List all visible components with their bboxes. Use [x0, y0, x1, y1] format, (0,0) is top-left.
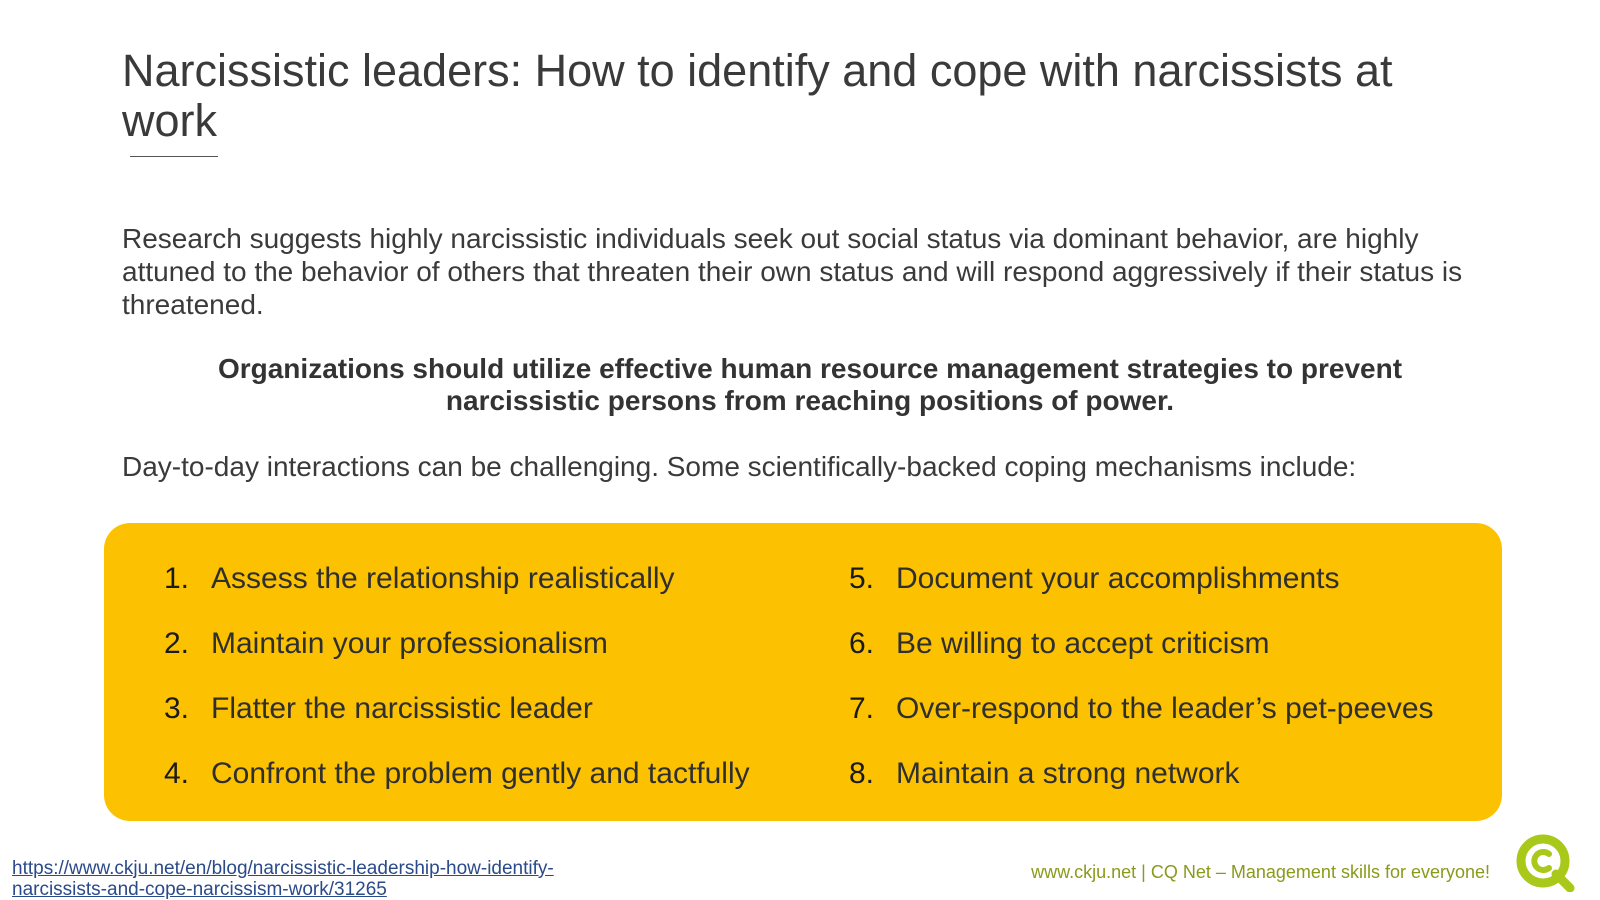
list-item	[849, 676, 1434, 741]
list-item-number: 8.	[849, 756, 875, 790]
list-item-text: Assess the relationship realistically	[211, 561, 675, 595]
coping-list-left	[164, 546, 750, 806]
list-item	[849, 546, 1434, 611]
list-item-number: 7.	[849, 691, 875, 725]
list-item	[164, 546, 750, 611]
list-item-number: 1.	[164, 561, 190, 595]
slide-title: Narcissistic leaders: How to identify and cope with narcissists at work	[122, 45, 1393, 146]
title-underline	[130, 156, 218, 157]
list-item-number: 5.	[849, 561, 875, 595]
footer-brand-text: www.ckju.net | CQ Net – Management skills for everyone!	[1031, 862, 1490, 882]
cq-logo-icon	[1514, 834, 1576, 892]
list-item-text: Maintain a strong network	[896, 756, 1240, 790]
coping-list-right	[849, 546, 1434, 806]
list-item-text: Be willing to accept criticism	[896, 626, 1270, 660]
list-item	[164, 611, 750, 676]
intro-paragraph: Research suggests highly narcissistic individuals seek out social status via dominant behavior, are highly attuned to the behavior of others that threaten their own status and will respond aggressively if their status is threatened.	[122, 223, 1463, 320]
coping-mechanisms-box	[104, 523, 1502, 821]
list-item-text: Confront the problem gently and tactfully	[211, 756, 750, 790]
list-item	[849, 611, 1434, 676]
source-link[interactable]: https://www.ckju.net/en/blog/narcissistic-leadership-how-identify-narcissists-and-cope-narcissism-work/31265	[12, 858, 554, 900]
list-item-text: Maintain your professionalism	[211, 626, 608, 660]
list-item-text: Flatter the narcissistic leader	[211, 691, 593, 725]
list-item-text: Over-respond to the leader’s pet-peeves	[896, 691, 1434, 725]
list-item-number: 6.	[849, 626, 875, 660]
list-item	[849, 741, 1434, 806]
emphasis-paragraph: Organizations should utilize effective human resource management strategies to prevent narcissistic persons from reaching positions of power.	[217, 353, 1403, 416]
list-item-number: 4.	[164, 756, 190, 790]
list-item	[164, 741, 750, 806]
list-item	[164, 676, 750, 741]
list-item-number: 3.	[164, 691, 190, 725]
list-item-number: 2.	[164, 626, 190, 660]
coping-intro-paragraph: Day-to-day interactions can be challenging. Some scientifically-backed coping mechanisms include:	[122, 451, 1357, 482]
list-item-text: Document your accomplishments	[896, 561, 1340, 595]
